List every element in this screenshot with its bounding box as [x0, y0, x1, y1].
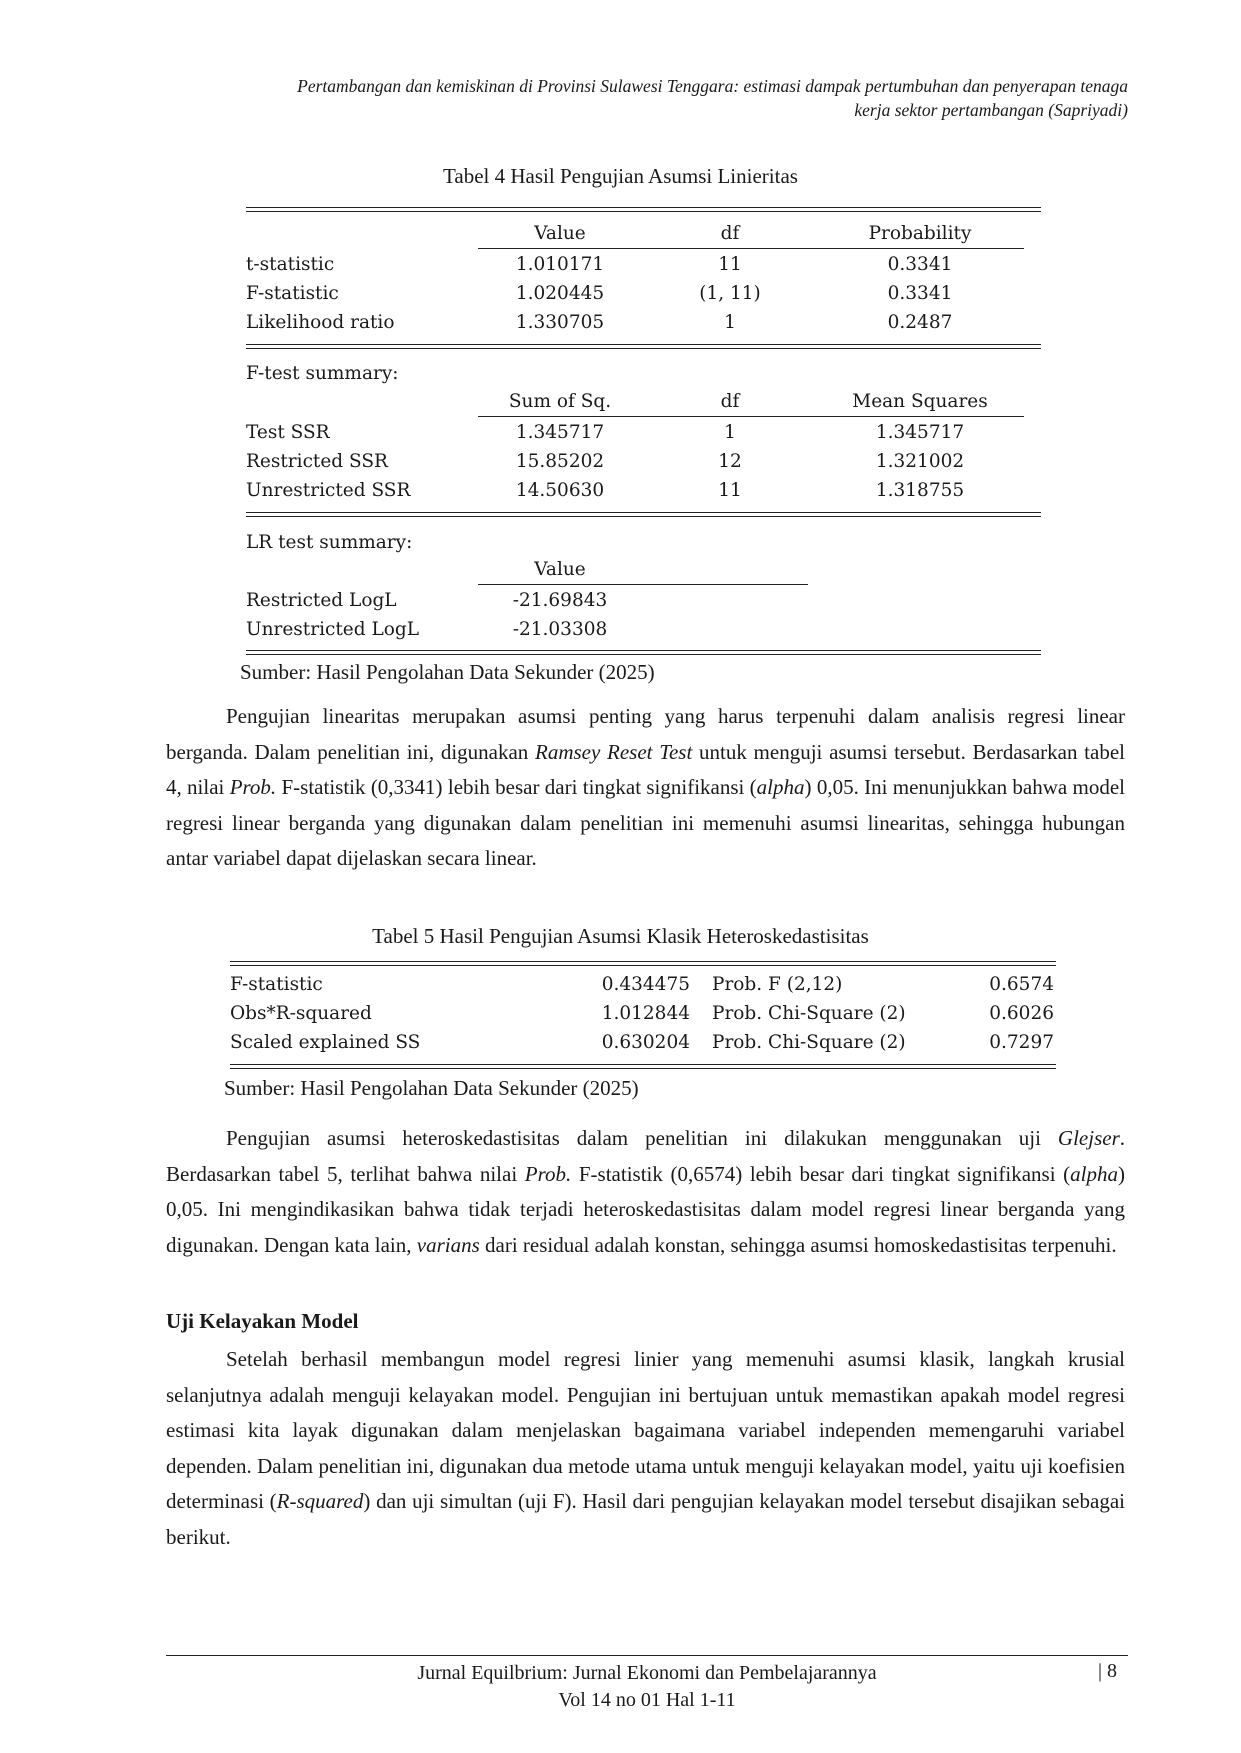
p2-italic-glejser: Glejser — [1057, 1126, 1120, 1150]
p1-italic-alpha: alpha — [756, 775, 805, 799]
row-test: Prob. Chi-Square (2) — [712, 1032, 906, 1053]
row-value: 1.020445 — [515, 283, 605, 304]
table4-head-value: Value — [534, 223, 586, 244]
footer — [166, 1660, 1128, 1714]
row-prob: 0.7297 — [989, 1032, 1054, 1053]
row-value: 1.010171 — [515, 254, 605, 275]
row-df: 11 — [718, 254, 742, 275]
table4-head2-rule — [478, 416, 1024, 417]
table5-source: Sumber: Hasil Pengolahan Data Sekunder (2025) — [224, 1076, 639, 1100]
p2-text-c: . Berdasarkan tabel 5, terlihat bahwa nilai — [166, 1126, 1125, 1186]
footer-rule — [166, 1655, 1128, 1656]
table4-head-lrvalue: Value — [534, 559, 586, 580]
p1-text-c: untuk menguji asumsi tersebut. Berdasarkan tabel 4, nilai — [166, 739, 1125, 799]
table4-head-sumsq: Sum of Sq. — [508, 391, 612, 412]
row-ms: 1.318755 — [875, 480, 965, 501]
table4-head3-rule — [478, 584, 808, 585]
table4-top-rule — [246, 207, 1041, 212]
row-prob: 0.3341 — [887, 254, 953, 275]
p2-text-a: Pengujian asumsi heteroskedastisitas dalam penelitian ini dilakukan menggunakan uji — [226, 1126, 1058, 1150]
running-header — [150, 74, 1128, 122]
row-df: 1 — [724, 312, 736, 333]
running-header-line1: Pertambangan dan kemiskinan di Provinsi Sulawesi Tenggara: estimasi dampak pertumbuhan dan penyerapan tenaga — [297, 76, 1128, 96]
p3-italic-rsquared: R-squared — [276, 1489, 364, 1513]
row-prob: 0.6026 — [989, 1003, 1054, 1024]
row-value: 1.012844 — [601, 1003, 690, 1024]
row-value: 0.630204 — [601, 1032, 690, 1053]
p3-text-a: Setelah berhasil membangun model regresi linier yang memenuhi asumsi klasik, langkah krusial selanjutnya adalah menguji kelayakan model. Pengujian ini bertujuan untuk memastikan apakah model regresi estimasi kita layak digunakan dalam menjelaskan bagaimana variabel independen memengaruhi variabel dependen. Dalam penelitian ini, digunakan dua metode utama untuk menguji kelayakan model, yaitu uji koefisien determinasi ( — [166, 1347, 1125, 1513]
p1-text-a: Pengujian linearitas merupakan asumsi penting yang harus terpenuhi dalam analisis regresi linear berganda. Dalam penelitian ini, digunakan — [166, 704, 1125, 764]
table5-caption: Tabel 5 Hasil Pengujian Asumsi Klasik Heteroskedastisitas — [372, 924, 869, 948]
footer-volume: Vol 14 no 01 Hal 1-11 — [558, 1689, 736, 1711]
table5-bottom-rule — [230, 1064, 1056, 1069]
table4-head-df: df — [720, 223, 740, 244]
row-test: Prob. F (2,12) — [712, 974, 843, 995]
row-value: -21.03308 — [512, 619, 608, 640]
row-label: Restricted LogL — [246, 590, 397, 611]
p2-italic-alpha: alpha — [1070, 1161, 1118, 1186]
row-test: Prob. Chi-Square (2) — [712, 1003, 906, 1024]
row-prob: 0.2487 — [887, 312, 953, 333]
row-ms: 1.321002 — [875, 451, 965, 472]
paragraph-heteroskedasticity — [166, 1121, 1125, 1263]
row-df: (1, 11) — [699, 283, 761, 304]
row-value: 0.434475 — [601, 974, 690, 995]
row-prob: 0.6574 — [989, 974, 1054, 995]
p2-text-g: ) 0,05. Ini mengindikasikan bahwa tidak terjadi heteroskedastisitas dalam model regresi linear berganda yang digunakan. Dengan kata lain, — [166, 1161, 1125, 1257]
table4-bottom-rule — [246, 650, 1041, 655]
row-value: -21.69843 — [512, 590, 608, 611]
p2-italic-varians: varians — [416, 1232, 480, 1257]
table4-head-probability: Probability — [868, 223, 972, 244]
table4-source: Sumber: Hasil Pengolahan Data Sekunder (2025) — [240, 660, 655, 684]
row-value: 15.85202 — [515, 451, 605, 472]
table4-mid-rule-1 — [246, 344, 1041, 349]
paragraph-model-feasibility — [166, 1342, 1125, 1555]
p1-text-g: ) 0,05. Ini menunjukkan bahwa model regresi linear berganda yang digunakan dalam penelitian ini memenuhi asumsi linearitas, sehingga hubungan antar variabel dapat dijelaskan secara linear. — [166, 775, 1125, 870]
row-ms: 1.345717 — [875, 422, 965, 443]
p1-italic-ramsey: Ramsey Reset Test — [535, 739, 693, 764]
page-number: | 8 — [1098, 1660, 1118, 1682]
row-df: 11 — [718, 480, 742, 501]
p1-italic-prob: Prob. — [229, 775, 277, 799]
p2-text-i: dari residual adalah konstan, sehingga asumsi homoskedastisitas terpenuhi. — [479, 1232, 1117, 1257]
row-label: Unrestricted SSR — [246, 480, 411, 501]
table4-caption: Tabel 4 Hasil Pengujian Asumsi Linieritas — [443, 164, 798, 188]
p3-text-c: ) dan uji simultan (uji F). Hasil dari pengujian kelayakan model tersebut disajikan sebagai berikut. — [166, 1489, 1125, 1549]
section-heading: Uji Kelayakan Model — [166, 1309, 359, 1333]
ftest-summary-title: F-test summary: — [246, 363, 399, 384]
row-value: 14.50630 — [515, 480, 605, 501]
footer-journal: Jurnal Equilbrium: Jurnal Ekonomi dan Pembelajarannya — [417, 1662, 877, 1684]
row-label: F-statistic — [246, 283, 339, 304]
p2-text-e: F-statistik (0,6574) lebih besar dari tingkat signifikansi ( — [571, 1161, 1071, 1186]
row-label: Unrestricted LogL — [246, 619, 420, 640]
row-df: 12 — [718, 451, 742, 472]
row-value: 1.345717 — [515, 422, 605, 443]
p1-text-e: F-statistik (0,3341) lebih besar dari tingkat signifikansi ( — [276, 775, 757, 799]
p2-italic-prob: Prob. — [524, 1161, 572, 1186]
table4-head-df2: df — [720, 391, 740, 412]
table4-mid-rule-2 — [246, 512, 1041, 517]
lr-summary-title: LR test summary: — [246, 532, 413, 553]
row-prob: 0.3341 — [887, 283, 953, 304]
row-label: Restricted SSR — [246, 451, 388, 472]
table4-head-rule — [478, 248, 1024, 249]
row-label: Likelihood ratio — [246, 312, 395, 333]
running-header-line2: kerja sektor pertambangan (Sapriyadi) — [854, 100, 1128, 120]
row-value: 1.330705 — [515, 312, 605, 333]
paragraph-linearity — [166, 699, 1125, 877]
table5-top-rule — [230, 961, 1056, 966]
row-label: Scaled explained SS — [230, 1032, 421, 1053]
row-label: Test SSR — [246, 422, 330, 443]
row-label: Obs*R-squared — [230, 1003, 372, 1024]
row-df: 1 — [724, 422, 736, 443]
row-label: F-statistic — [230, 974, 323, 995]
table4-head-meansq: Mean Squares — [852, 391, 988, 412]
row-label: t-statistic — [246, 254, 335, 275]
